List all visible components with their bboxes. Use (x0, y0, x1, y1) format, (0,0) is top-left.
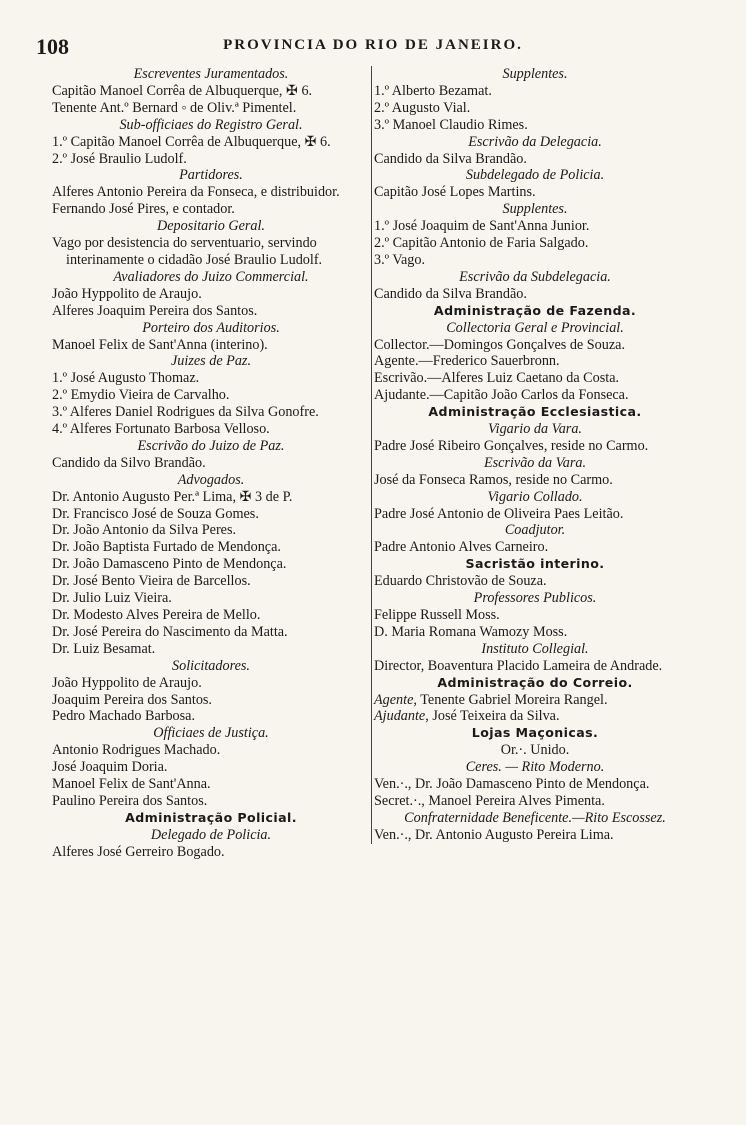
section-heading: Escrivão da Subdelegacia. (459, 268, 611, 285)
entry: Paulino Pereira dos Santos. (52, 792, 208, 809)
entry: Manoel Felix de Sant'Anna. (52, 776, 211, 793)
entry: Padre José Antonio de Oliveira Paes Leitão. (374, 505, 624, 522)
numbered-entry: 2.º Augusto Vial. (374, 99, 471, 116)
entry: Dr. Francisco José de Souza Gomes. (52, 505, 259, 522)
numbered-entry: 1.º José Joaquim de Sant'Anna Junior. (374, 218, 590, 235)
entry: Padre Antonio Alves Carneiro. (374, 539, 549, 556)
numbered-entry: 3.º Vago. (374, 251, 426, 268)
entry: Ven.·., Dr. Antonio Augusto Pereira Lima. (374, 826, 614, 843)
section-heading: Sub-officiaes do Registro Geral. (119, 116, 303, 133)
section-title: Sacristão interino. (465, 556, 605, 572)
section-title: Lojas Maçonicas. (471, 725, 599, 741)
numbered-entry: 3.º Manoel Claudio Rimes. (374, 116, 528, 133)
numbered-entry: 2.º Capitão Antonio de Faria Salgado. (374, 235, 589, 252)
section-title: Administração do Correio. (437, 674, 633, 690)
section-heading: Supplentes. (502, 66, 568, 82)
entry: João Hyppolito de Araujo. (52, 674, 202, 691)
entry: Director, Boaventura Placido Lameira de Andrade. (374, 657, 663, 674)
numbered-entry: 2.º José Braulio Ludolf. (52, 150, 187, 167)
entry: Eduardo Christovão de Souza. (374, 573, 547, 590)
entry: Secret.·., Manoel Pereira Alves Pimenta. (374, 792, 605, 809)
entry: Collector.—Domingos Gonçalves de Souza. (374, 336, 625, 353)
entry: Antonio Rodrigues Machado. (52, 742, 221, 759)
numbered-entry: 1.º Capitão Manoel Corrêa de Albuquerque, ✠ 6. (52, 133, 331, 150)
page-number: 108 (36, 34, 69, 59)
section-heading: Escrivão do Juizo de Paz. (137, 437, 285, 454)
entry: Fernando José Pires, e contador. (52, 201, 235, 218)
entry: Candido da Silvo Brandão. (52, 454, 206, 471)
entry: Manoel Felix de Sant'Anna (interino). (52, 336, 268, 353)
numbered-entry: 1.º Alberto Bezamat. (374, 82, 492, 99)
numbered-entry: 2.º Emydio Vieira de Carvalho. (52, 387, 230, 404)
section-heading: Delegado de Policia. (150, 826, 272, 843)
section-heading: Juizes de Paz. (171, 353, 251, 370)
section-heading: Escreventes Juramentados. (133, 66, 289, 82)
entry: D. Maria Romana Wamozy Moss. (374, 623, 568, 640)
entry: Dr. Modesto Alves Pereira de Mello. (52, 607, 261, 623)
left-column (52, 66, 370, 861)
section-heading: Vigario da Vara. (488, 421, 582, 438)
entry: Dr. José Pereira do Nascimento da Matta. (52, 623, 288, 640)
entry: Candido da Silva Brandão. (374, 150, 527, 167)
entry: Alferes Joaquim Pereira dos Santos. (52, 302, 258, 319)
entry: Dr. Antonio Augusto Per.ª Lima, ✠ 3 de P. (52, 488, 293, 505)
entry: Joaquim Pereira dos Santos. (52, 691, 212, 708)
section-title: Administração de Fazenda. (433, 302, 637, 318)
section-heading: Solicitadores. (172, 657, 250, 674)
section-heading: Supplentes. (502, 201, 568, 218)
entry: Alferes José Gerreiro Bogado. (52, 843, 225, 860)
entry: Capitão Manoel Corrêa de Albuquerque, ✠ 6. (52, 82, 313, 99)
running-title: PROVINCIA DO RIO DE JANEIRO. (223, 37, 523, 53)
section-heading: Subdelegado de Policia. (465, 167, 605, 184)
section-heading: Escrivão da Delegacia. (468, 133, 602, 150)
section-heading: Porteiro dos Auditorios. (142, 319, 280, 336)
numbered-entry: 4.º Alferes Fortunato Barbosa Velloso. (52, 421, 270, 438)
numbered-entry: 3.º Alferes Daniel Rodrigues da Silva Gonofre. (52, 404, 319, 421)
section-heading: Advogados. (177, 471, 245, 488)
section-heading: Officiaes de Justiça. (153, 725, 269, 742)
section-heading: Avaliadores do Juizo Commercial. (113, 268, 309, 285)
entry: Agente.—Frederico Sauerbronn. (374, 353, 560, 370)
entry: Dr. João Damasceno Pinto de Mendonça. (52, 556, 287, 573)
section-heading: Escrivão da Vara. (483, 454, 587, 471)
entry: Escrivão.—Alferes Luiz Caetano da Costa. (374, 370, 620, 387)
entry: Dr. João Antonio da Silva Peres. (52, 522, 237, 539)
section-title: Administração Ecclesiastica. (428, 404, 642, 420)
entry (374, 692, 696, 709)
right-column (371, 66, 696, 844)
entry: Dr. Julio Luiz Vieira. (52, 590, 172, 607)
section-heading: Depositario Geral. (157, 218, 265, 235)
entry: Ven.·., Dr. João Damasceno Pinto de Mendonça. (374, 776, 650, 793)
entry: Dr. Luiz Besamat. (52, 640, 156, 657)
entry: Padre José Ribeiro Gonçalves, reside no Carmo. (374, 437, 649, 454)
section-title: Administração Policial. (125, 809, 297, 825)
section-heading: Instituto Collegial. (481, 640, 589, 657)
entry: José da Fonseca Ramos, reside no Carmo. (374, 471, 613, 488)
entry: Candido da Silva Brandão. (374, 285, 527, 302)
section-heading: Professores Publicos. (473, 590, 597, 607)
entry: Pedro Machado Barbosa. (52, 708, 196, 725)
section-heading: Confraternidade Beneficente.—Rito Escossez. (404, 809, 666, 826)
entry-text: , José Teixeira da Silva. (425, 708, 560, 725)
entry: Capitão José Lopes Martins. (374, 184, 536, 201)
entry: Dr. João Baptista Furtado de Mendonça. (52, 539, 281, 556)
entry: Alferes Antonio Pereira da Fonseca, e distribuidor. (52, 184, 340, 201)
entry-role: Ajudante (374, 708, 426, 725)
entry: João Hyppolito de Araujo. (52, 285, 202, 302)
entry: Vago por desistencia do serventuario, servindo interinamente o cidadão José Braulio Ludolf. (52, 235, 323, 268)
section-heading: Coadjutor. (504, 522, 566, 539)
entry: Dr. José Bento Vieira de Barcellos. (52, 573, 251, 590)
section-heading: Vigario Collado. (487, 488, 583, 505)
entry-text: , Tenente Gabriel Moreira Rangel. (413, 691, 608, 708)
section-heading: Partidores. (179, 167, 243, 184)
page-header (18, 34, 728, 60)
section-heading: Ceres. — Rito Moderno. (465, 759, 605, 776)
entry: José Joaquim Doria. (52, 759, 168, 776)
lodge-name: Or.·. Unido. (500, 742, 570, 759)
entry: Felippe Russell Moss. (374, 607, 500, 623)
entry: Ajudante.—Capitão João Carlos da Fonseca. (374, 387, 629, 404)
entry (374, 708, 696, 725)
section-heading: Collectoria Geral e Provincial. (446, 319, 624, 336)
entry: Tenente Ant.º Bernard ◦ de Oliv.ª Pimentel. (52, 99, 297, 116)
numbered-entry: 1.º José Augusto Thomaz. (52, 370, 200, 387)
entry-role: Agente (374, 691, 414, 708)
